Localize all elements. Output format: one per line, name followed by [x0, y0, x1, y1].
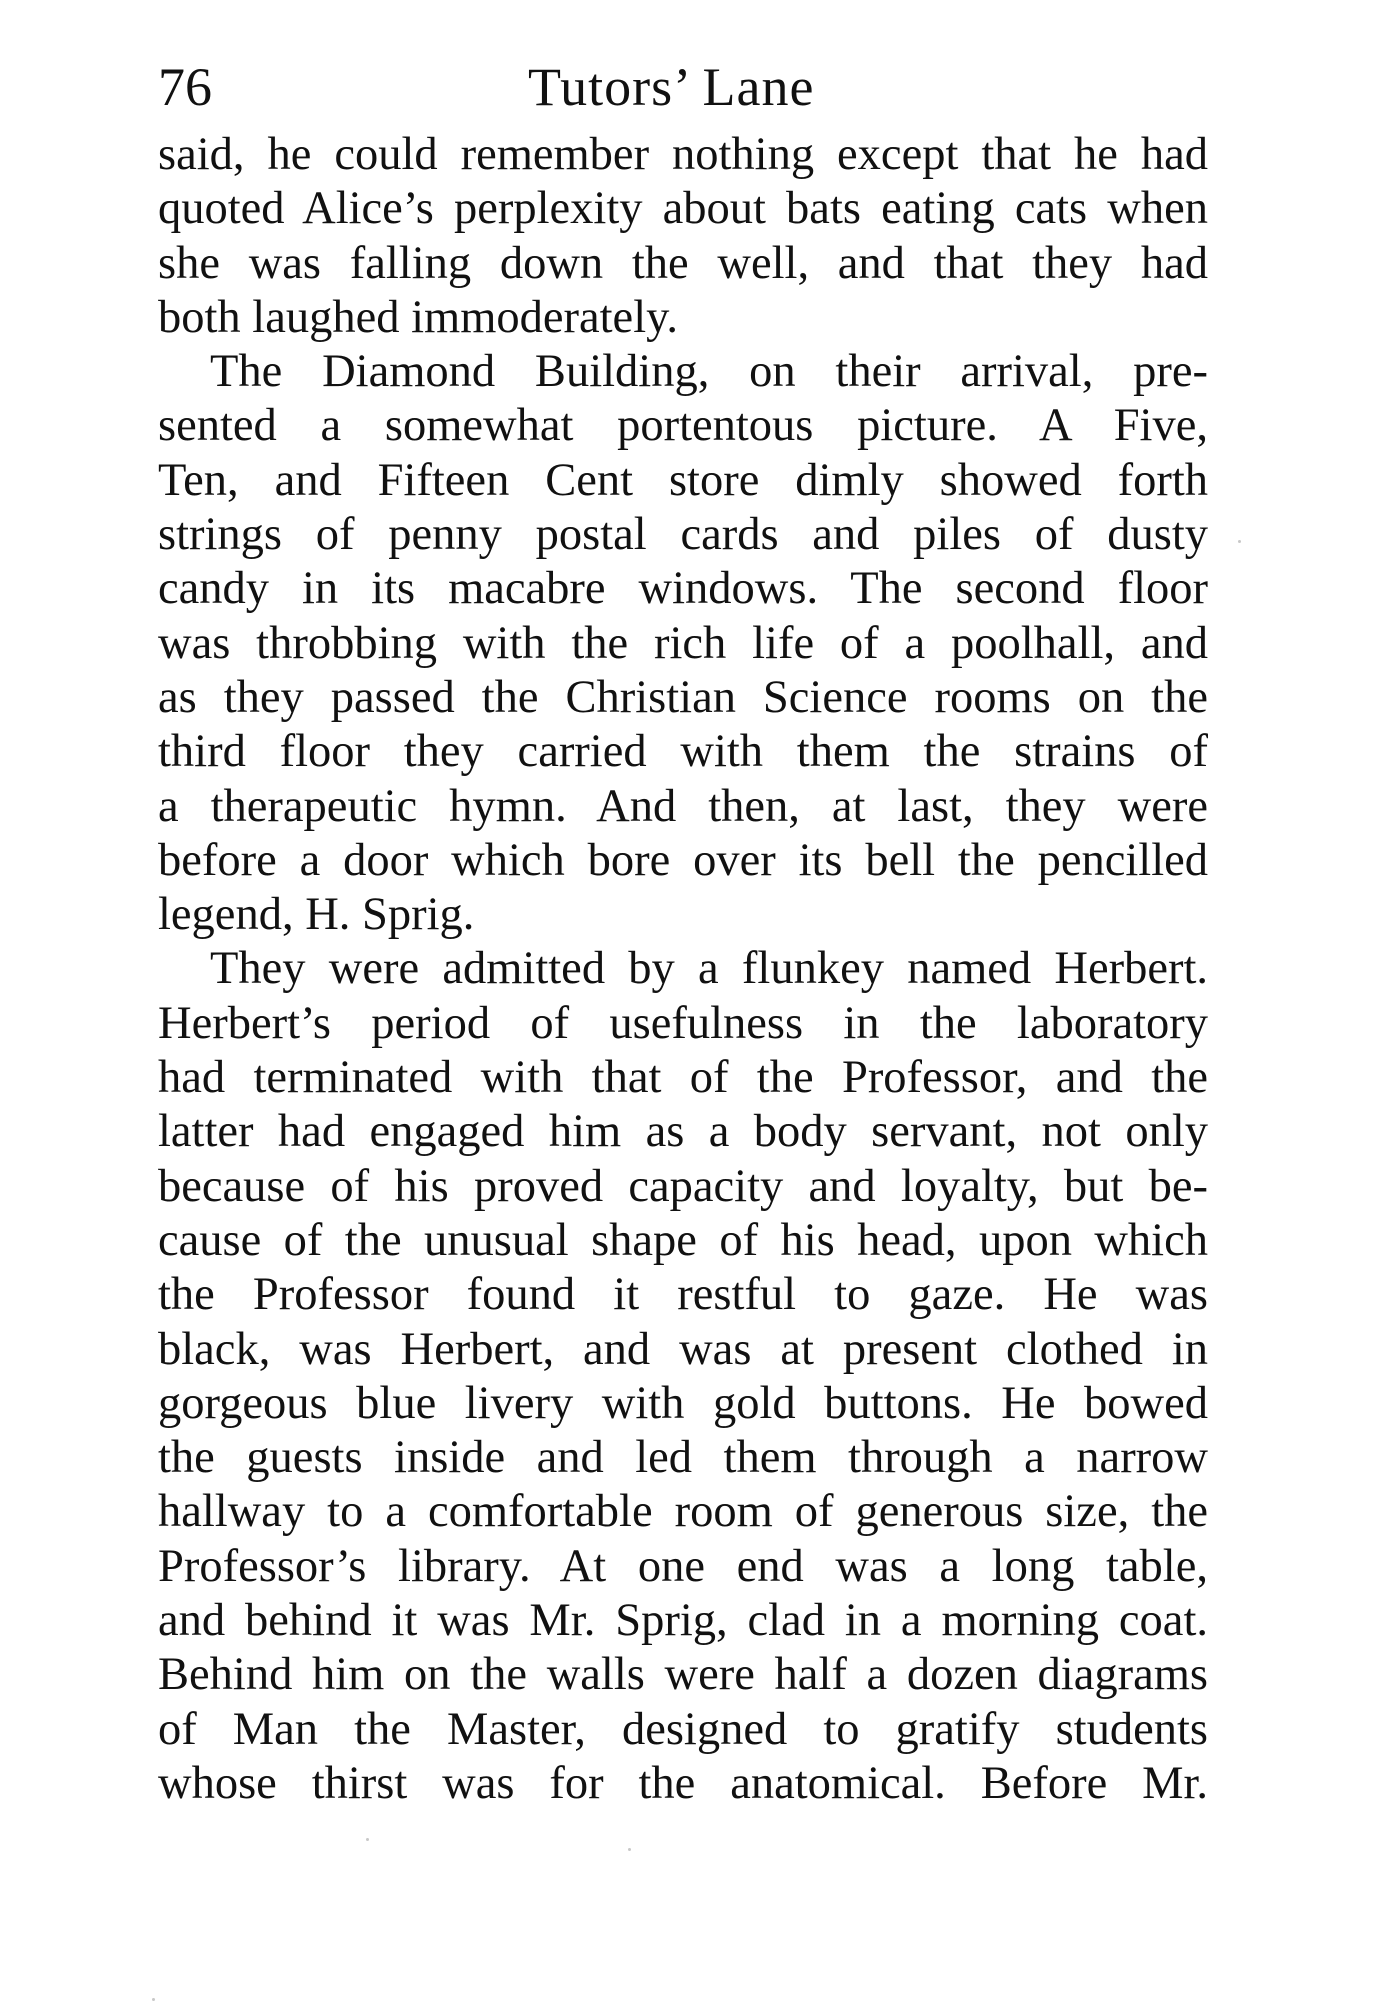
- text-line: latter had engaged him as a body servant, not only: [158, 1106, 1208, 1158]
- paper-speck: [152, 1998, 155, 2001]
- body-text: [158, 128, 1208, 1811]
- text-line: They were admitted by a flunkey named Herbert.: [210, 943, 1208, 995]
- text-line: gorgeous blue livery with gold buttons. He bowed: [158, 1377, 1208, 1429]
- text-line: candy in its macabre windows. The second floor: [158, 563, 1208, 615]
- text-line: Herbert’s period of usefulness in the laboratory: [158, 997, 1208, 1049]
- text-line: before a door which bore over its bell the pencilled: [158, 834, 1208, 886]
- text-line: and behind it was Mr. Sprig, clad in a morning coat.: [158, 1595, 1208, 1647]
- paper-speck: [366, 1838, 369, 1841]
- text-line: Behind him on the walls were half a dozen diagrams: [158, 1649, 1208, 1701]
- text-line: whose thirst was for the anatomical. Before Mr.: [158, 1757, 1208, 1809]
- text-line: was throbbing with the rich life of a poolhall, and: [158, 617, 1208, 669]
- text-line: the Professor found it restful to gaze. He was: [158, 1269, 1208, 1321]
- running-title: Tutors’ Lane: [528, 57, 815, 117]
- text-line: sented a somewhat portentous picture. A Five,: [158, 400, 1208, 452]
- text-line: legend, H. Sprig.: [158, 889, 475, 941]
- text-line: black, was Herbert, and was at present clothed in: [158, 1323, 1208, 1375]
- text-line: she was falling down the well, and that they had: [158, 237, 1208, 289]
- text-line: Professor’s library. At one end was a long table,: [158, 1540, 1208, 1592]
- text-line: cause of the unusual shape of his head, upon which: [158, 1214, 1208, 1266]
- text-line: quoted Alice’s perplexity about bats eating cats when: [158, 183, 1208, 235]
- text-line: hallway to a comfortable room of generous size, the: [158, 1486, 1208, 1538]
- text-line: the guests inside and led them through a narrow: [158, 1432, 1208, 1484]
- text-line: Ten, and Fifteen Cent store dimly showed forth: [158, 454, 1208, 506]
- text-line: as they passed the Christian Science rooms on the: [158, 671, 1208, 723]
- text-line: had terminated with that of the Professor, and the: [158, 1052, 1208, 1104]
- text-line: The Diamond Building, on their arrival, pre-: [210, 346, 1208, 398]
- text-line: a therapeutic hymn. And then, at last, they were: [158, 780, 1208, 832]
- paper-speck: [628, 1848, 631, 1851]
- page-header: [158, 52, 1208, 122]
- text-line: because of his proved capacity and loyalty, but be-: [158, 1160, 1208, 1212]
- paper-speck: [1238, 540, 1241, 543]
- text-line: said, he could remember nothing except that he had: [158, 129, 1208, 180]
- text-line: strings of penny postal cards and piles of dusty: [158, 509, 1208, 561]
- page-number: 76: [158, 57, 212, 117]
- text-line: third floor they carried with them the strains of: [158, 726, 1208, 778]
- text-line: both laughed immoderately.: [158, 291, 678, 343]
- text-line: of Man the Master, designed to gratify students: [158, 1703, 1208, 1755]
